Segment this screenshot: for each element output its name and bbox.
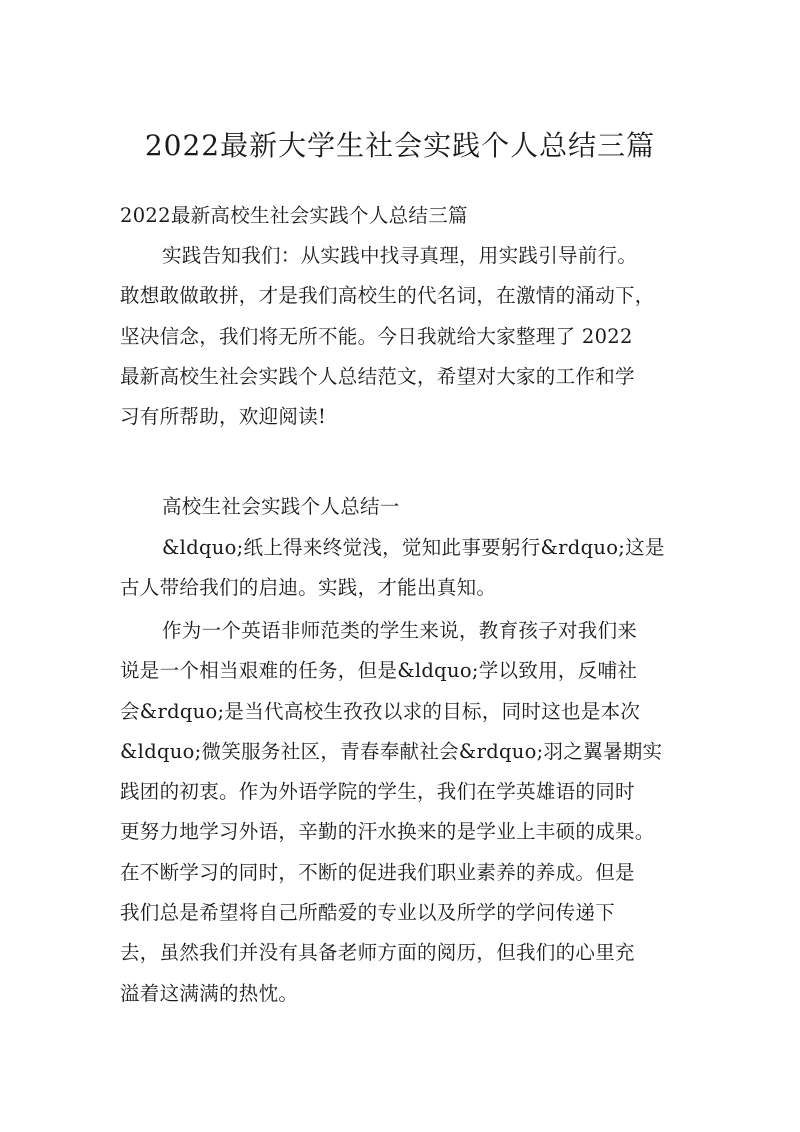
section-heading xyxy=(120,487,684,527)
text-line: 作为一个英语非师范类的学生来说，教育孩子对我们来 xyxy=(162,619,638,642)
document-subtitle xyxy=(120,196,684,236)
paragraph-1 xyxy=(120,528,684,609)
text-line: &ldquo;微笑服务社区，青春奉献社会&rdquo;羽之翼暑期实 xyxy=(120,739,663,763)
text-line: 习有所帮助，欢迎阅读! xyxy=(120,405,327,429)
text-line: 溢着这满满的热忱。 xyxy=(120,981,299,1005)
text-line: 践团的初衷。作为外语学院的学生，我们在学英雄语的同时 xyxy=(120,780,635,804)
subtitle-line: 2022最新高校生社会实践个人总结三篇 xyxy=(120,204,468,227)
text-line: 古人带给我们的启迪。实践，才能出真知。 xyxy=(120,576,497,600)
text-line: &ldquo;纸上得来终觉浅，觉知此事要躬行&rdquo;这是 xyxy=(162,536,665,559)
paragraph-2 xyxy=(120,611,684,1014)
text-line: 更努力地学习外语，辛勤的汗水换来的是学业上丰硕的成果。 xyxy=(120,820,655,844)
text-line: 坚决信念，我们将无所不能。今日我就给大家整理了 2022 xyxy=(120,324,633,348)
text-line: 最新高校生社会实践个人总结范文，希望对大家的工作和学 xyxy=(120,364,635,388)
text-line: 我们总是希望将自己所酷爱的专业以及所学的学问传递下 xyxy=(120,901,616,925)
text-line: 在不断学习的同时，不断的促进我们职业素养的养成。但是 xyxy=(120,860,635,884)
section-heading-text: 高校生社会实践个人总结一 xyxy=(162,495,400,518)
text-line: 敢想敢做敢拼，才是我们高校生的代名词，在激情的涌动下， xyxy=(120,284,655,308)
text-line: 会&rdquo;是当代高校生孜孜以求的目标，同时这也是本次 xyxy=(120,699,641,723)
text-line: 实践告知我们：从实践中找寻真理，用实践引导前行。 xyxy=(162,244,638,267)
text-line: 说是一个相当艰难的任务，但是&ldquo;学以致用，反哺社 xyxy=(120,659,638,683)
document-title: 2022最新大学生社会实践个人总结三篇 xyxy=(144,129,656,162)
text-line: 去，虽然我们并没有具备老师方面的阅历，但我们的心里充 xyxy=(120,941,635,965)
intro-paragraph xyxy=(120,236,684,437)
